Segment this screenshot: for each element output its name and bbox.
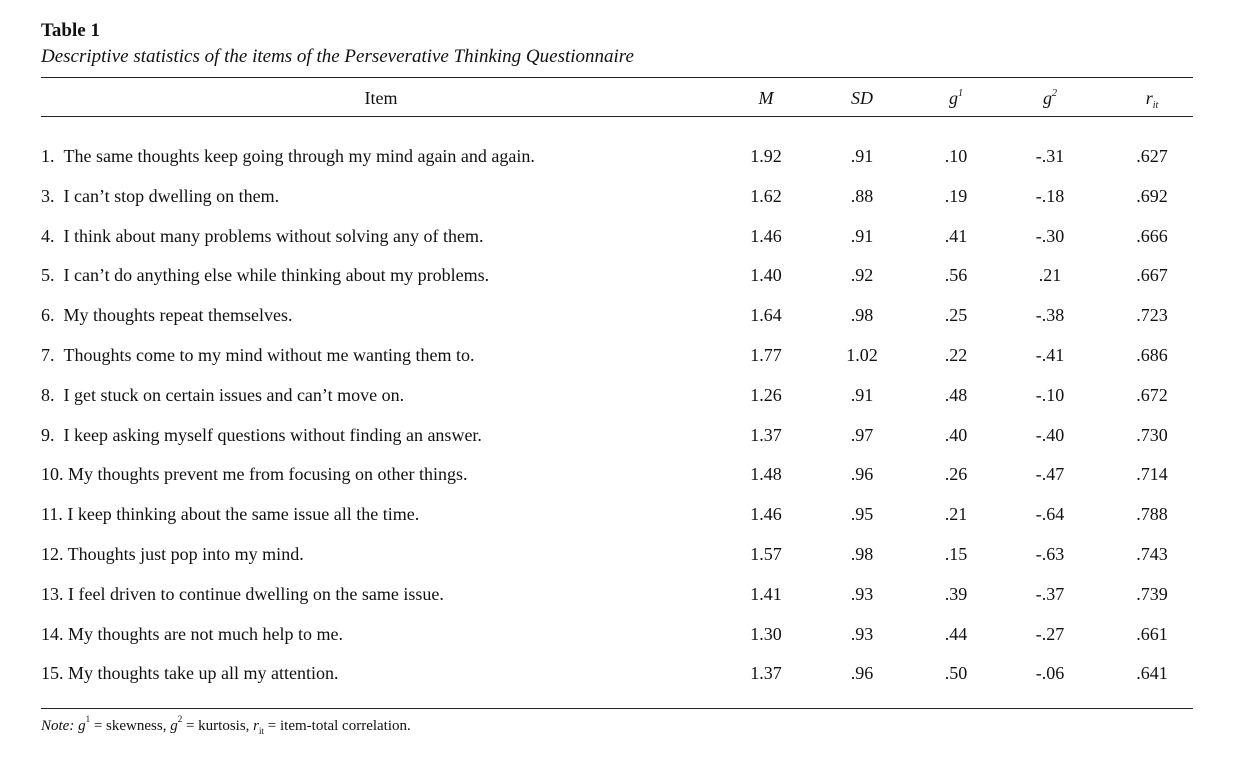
cell-item: 4. I think about many problems without solving any of them. (41, 225, 484, 246)
cell-item: 15. My thoughts take up all my attention. (41, 663, 339, 684)
header-item: Item (364, 88, 398, 108)
cell-g2: -.18 (1035, 185, 1065, 206)
cell-m: 1.46 (750, 504, 782, 525)
cell-sd: .92 (850, 265, 874, 286)
cell-rit: .686 (1136, 345, 1168, 365)
cell-m: 1.41 (750, 583, 782, 604)
cell-sd: .91 (850, 146, 874, 166)
cell-item: 13. I feel driven to continue dwelling on the same issue. (41, 583, 444, 604)
table-caption: Descriptive statistics of the items of the Perseverative Thinking Questionnaire (41, 46, 634, 67)
table-row (41, 225, 1193, 247)
cell-g2: -.30 (1035, 225, 1065, 246)
cell-rit: .739 (1136, 583, 1168, 604)
cell-m: 1.37 (750, 424, 782, 445)
cell-g2: -.27 (1035, 623, 1065, 644)
cell-g2: -.31 (1035, 146, 1065, 166)
cell-g1: .44 (944, 623, 968, 644)
cell-g1: .10 (944, 146, 968, 166)
cell-rit: .672 (1136, 384, 1168, 405)
note-g1-text: = skewness, (90, 718, 171, 734)
header-g2-sup: 2 (1052, 88, 1057, 99)
cell-g2: -.47 (1035, 464, 1065, 485)
cell-sd: .93 (850, 623, 874, 644)
cell-g1: .40 (944, 424, 968, 445)
table-label: Table 1 (41, 20, 100, 41)
cell-rit: .743 (1136, 544, 1168, 564)
cell-rit: .730 (1136, 424, 1168, 445)
cell-g2: -.10 (1035, 384, 1065, 405)
cell-g1: .21 (944, 504, 968, 525)
cell-g2: -.40 (1035, 424, 1065, 445)
table-page (41, 0, 1193, 766)
cell-item: 10. My thoughts prevent me from focusing on other things. (41, 464, 468, 485)
cell-g1: .41 (944, 225, 968, 246)
cell-g2: -.41 (1035, 345, 1065, 365)
table-note (41, 716, 411, 736)
cell-m: 1.40 (750, 265, 782, 286)
cell-rit: .667 (1136, 265, 1168, 286)
cell-item: 6. My thoughts repeat themselves. (41, 305, 293, 326)
note-rit-text: = item-total correlation. (264, 718, 411, 734)
cell-item: 5. I can’t do anything else while thinking about my problems. (41, 265, 490, 286)
cell-sd: .93 (850, 583, 874, 604)
cell-sd: .97 (850, 424, 874, 445)
note-g2-base: g (170, 718, 178, 734)
cell-rit: .788 (1136, 504, 1168, 525)
cell-item: 3. I can’t stop dwelling on them. (41, 185, 280, 206)
table-header-row (41, 87, 1193, 109)
header-g2 (1015, 87, 1085, 109)
header-rule (41, 116, 1193, 117)
table-row (41, 543, 1193, 565)
header-g1-sup: 1 (958, 88, 963, 99)
cell-m: 1.30 (750, 623, 782, 644)
cell-g1: .22 (944, 345, 968, 365)
header-sd: SD (851, 88, 873, 108)
cell-sd: .91 (850, 225, 874, 246)
cell-m: 1.92 (750, 146, 782, 166)
table-row (41, 145, 1193, 167)
cell-g1: .26 (944, 464, 968, 485)
table-row (41, 264, 1193, 286)
cell-sd: .96 (850, 464, 874, 485)
header-g2-base: g (1043, 88, 1052, 108)
header-rit-base: r (1145, 88, 1153, 108)
note-g1-sup: 1 (85, 714, 91, 724)
table-row (41, 384, 1193, 406)
cell-item: 11. I keep thinking about the same issue all the time. (41, 504, 420, 525)
cell-item: 7. Thoughts come to my mind without me wanting them to. (41, 345, 475, 365)
cell-g1: .39 (944, 583, 968, 604)
cell-item: 14. My thoughts are not much help to me. (41, 623, 343, 644)
note-g2-text: = kurtosis, (182, 718, 254, 734)
cell-sd: .88 (850, 185, 874, 206)
note-rit-sub: it (259, 726, 265, 736)
table-row (41, 304, 1193, 326)
cell-g1: .50 (944, 663, 968, 684)
cell-rit: .627 (1136, 146, 1168, 166)
header-rit-sub: it (1152, 100, 1159, 111)
cell-sd: 1.02 (846, 345, 878, 365)
header-g1-base: g (949, 88, 958, 108)
cell-m: 1.77 (750, 345, 782, 365)
cell-g1: .25 (944, 305, 968, 326)
cell-m: 1.37 (750, 663, 782, 684)
table-row (41, 344, 1193, 366)
header-rit (1117, 87, 1187, 109)
top-rule (41, 77, 1193, 78)
cell-sd: .91 (850, 384, 874, 405)
cell-g2: .21 (1038, 265, 1062, 286)
cell-sd: .98 (850, 305, 874, 326)
cell-g2: -.63 (1035, 544, 1065, 564)
header-m: M (758, 88, 774, 108)
table-row (41, 503, 1193, 525)
cell-g2: -.06 (1035, 663, 1065, 684)
cell-g1: .56 (944, 265, 968, 286)
table-row (41, 623, 1193, 645)
note-label: Note: (41, 718, 75, 734)
cell-g2: -.38 (1035, 305, 1065, 326)
cell-g1: .19 (944, 185, 968, 206)
cell-rit: .666 (1136, 225, 1168, 246)
table-row (41, 185, 1193, 207)
table-row (41, 424, 1193, 446)
cell-sd: .95 (850, 504, 874, 525)
cell-g2: -.37 (1035, 583, 1065, 604)
cell-m: 1.64 (750, 305, 782, 326)
note-rit-base: r (253, 718, 260, 734)
note-g2-sup: 2 (177, 714, 183, 724)
cell-item: 12. Thoughts just pop into my mind. (41, 544, 304, 564)
cell-g1: .48 (944, 384, 968, 405)
cell-m: 1.46 (750, 225, 782, 246)
table-row (41, 463, 1193, 485)
cell-item: 1. The same thoughts keep going through my mind again and again. (41, 146, 535, 166)
cell-m: 1.26 (750, 384, 782, 405)
table-row (41, 662, 1193, 684)
cell-rit: .714 (1136, 464, 1168, 485)
cell-rit: .661 (1136, 623, 1168, 644)
cell-m: 1.62 (750, 185, 782, 206)
cell-item: 9. I keep asking myself questions without finding an answer. (41, 424, 482, 445)
bottom-rule (41, 708, 1193, 709)
cell-rit: .723 (1136, 305, 1168, 326)
cell-sd: .96 (850, 663, 874, 684)
cell-rit: .692 (1136, 185, 1168, 206)
header-g1 (921, 87, 991, 109)
cell-g2: -.64 (1035, 504, 1065, 525)
cell-rit: .641 (1136, 663, 1168, 684)
table-row (41, 583, 1193, 605)
cell-item: 8. I get stuck on certain issues and can’t move on. (41, 384, 405, 405)
cell-g1: .15 (944, 544, 968, 564)
note-g1-base: g (78, 718, 86, 734)
cell-m: 1.57 (750, 544, 782, 564)
cell-sd: .98 (850, 544, 874, 564)
cell-m: 1.48 (750, 464, 782, 485)
